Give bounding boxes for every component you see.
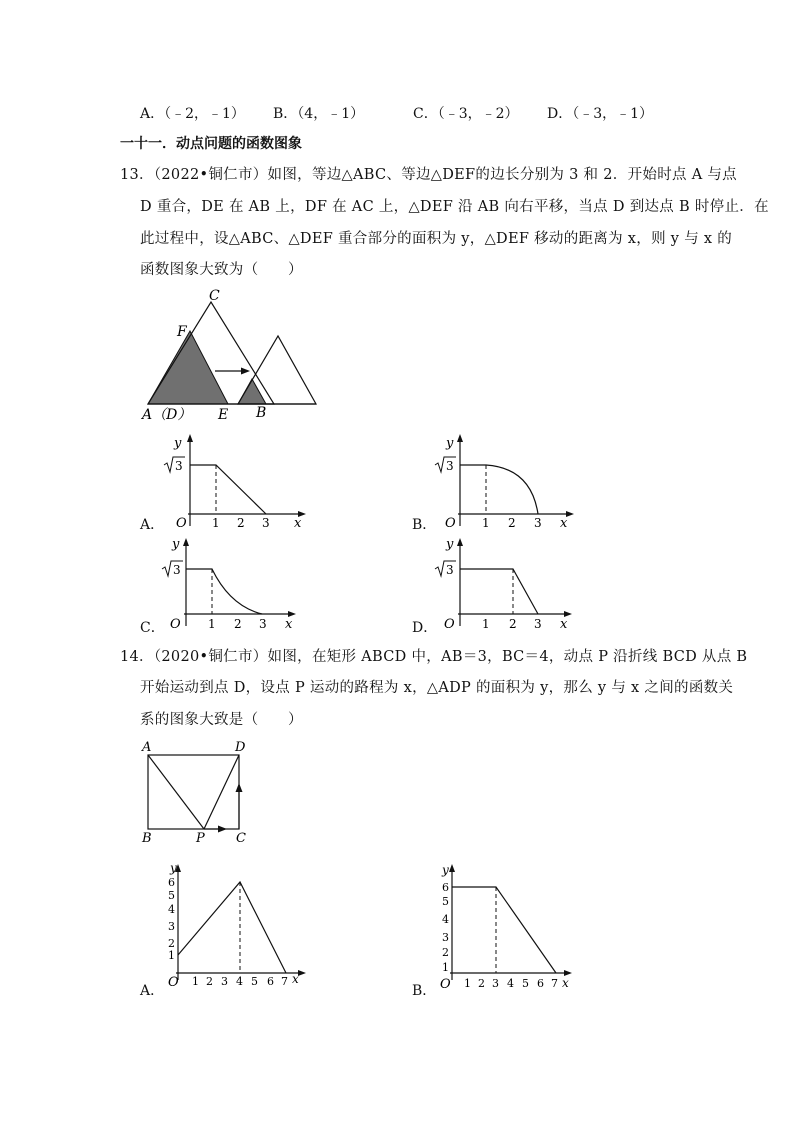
label-b: B bbox=[256, 405, 267, 421]
y-tick-6: 6 bbox=[168, 876, 175, 889]
tick-3: 3 bbox=[534, 617, 542, 631]
q13-option-a-label: A． bbox=[140, 517, 165, 533]
x-label: x bbox=[292, 972, 299, 986]
y-label: y bbox=[174, 436, 182, 451]
label-e: E bbox=[218, 407, 229, 423]
label-p: P bbox=[196, 831, 205, 846]
x-tick-1: 1 bbox=[192, 975, 199, 988]
label-a: A bbox=[142, 740, 152, 755]
y-tick-6: 6 bbox=[442, 881, 449, 894]
q13-option-c-label: C． bbox=[140, 620, 165, 636]
x-tick-5: 5 bbox=[251, 975, 258, 988]
segment-ap bbox=[148, 755, 204, 829]
graph-curve bbox=[190, 465, 266, 514]
tick-2: 2 bbox=[508, 516, 516, 530]
q13-graph-d bbox=[432, 532, 582, 636]
q14-graph-a bbox=[160, 860, 320, 1000]
origin-label: O bbox=[444, 617, 455, 632]
tick-1: 1 bbox=[212, 516, 220, 530]
tick-2: 2 bbox=[509, 617, 517, 631]
y-label: y bbox=[446, 436, 454, 451]
x-tick-4: 4 bbox=[507, 977, 514, 990]
q13-graph-c bbox=[160, 532, 310, 636]
x-tick-5: 5 bbox=[522, 977, 529, 990]
x-tick-3: 3 bbox=[492, 977, 499, 990]
prev-option-b: B．（4，﹣1） bbox=[273, 106, 365, 122]
y-label: y bbox=[172, 537, 180, 552]
section-header bbox=[120, 133, 302, 153]
y-tick-2: 2 bbox=[168, 937, 175, 950]
origin-label: O bbox=[168, 975, 179, 990]
x-label: x bbox=[294, 516, 302, 531]
sqrt3-label: 3 bbox=[175, 459, 183, 473]
x-ticks bbox=[464, 977, 558, 990]
label-c: C bbox=[236, 831, 246, 846]
label-f: F bbox=[177, 324, 187, 340]
origin-label: O bbox=[445, 516, 456, 531]
y-tick-4: 4 bbox=[168, 903, 175, 916]
y-tick-1: 1 bbox=[442, 961, 449, 974]
q14-line-3: 系的图象大致是（ ） bbox=[140, 712, 303, 728]
q13-graph-a bbox=[160, 428, 310, 532]
y-ticks bbox=[168, 876, 175, 962]
q13-triangle-figure bbox=[140, 286, 325, 424]
y-label: y bbox=[170, 861, 177, 875]
tick-3: 3 bbox=[534, 516, 542, 530]
x-label: x bbox=[285, 617, 293, 632]
sqrt3-label: 3 bbox=[173, 563, 181, 577]
x-label: x bbox=[560, 516, 568, 531]
prev-option-a: A．（﹣2，﹣1） bbox=[140, 106, 245, 122]
y-tick-3: 3 bbox=[442, 931, 449, 944]
q13-graph-b bbox=[432, 428, 582, 532]
label-c: C bbox=[209, 288, 220, 304]
y-axis-arrow bbox=[457, 434, 463, 442]
y-label: y bbox=[442, 863, 449, 877]
y-axis-arrow bbox=[187, 434, 193, 442]
label-d: D bbox=[235, 740, 246, 755]
tick-1: 1 bbox=[482, 617, 490, 631]
y-ticks bbox=[442, 881, 449, 974]
origin-label: O bbox=[440, 977, 451, 992]
x-label: x bbox=[562, 976, 569, 990]
tick-3: 3 bbox=[259, 617, 267, 631]
arrowhead-bc bbox=[218, 826, 227, 833]
origin-label: O bbox=[170, 617, 181, 632]
y-axis-arrow bbox=[449, 864, 455, 872]
q13-line-1: 13．（2022•铜仁市）如图，等边△ABC、等边△DEF的边长分别为 3 和 2．开始时点 A 与点 bbox=[120, 167, 737, 183]
graph-curve bbox=[452, 887, 556, 973]
origin-label: O bbox=[176, 516, 187, 531]
q13-line-2: D 重合，DE 在 AB 上，DF 在 AC 上，△DEF 沿 AB 向右平移，当点 D 到达点 B 时停止．在 bbox=[140, 199, 769, 215]
x-tick-2: 2 bbox=[478, 977, 485, 990]
tick-2: 2 bbox=[234, 617, 242, 631]
y-tick-1: 1 bbox=[168, 949, 175, 962]
x-axis-arrow bbox=[298, 970, 306, 976]
graph-curve bbox=[186, 569, 262, 614]
y-axis-arrow bbox=[183, 538, 189, 546]
graph-curve bbox=[460, 569, 538, 614]
q14-rectangle-figure bbox=[138, 738, 258, 848]
graph-curve bbox=[178, 882, 286, 973]
q13-line-3: 此过程中，设△ABC、△DEF 重合部分的面积为 y，△DEF 移动的距离为 x，则 y 与 x 的 bbox=[140, 231, 733, 247]
tick-1: 1 bbox=[482, 516, 490, 530]
segment-dp bbox=[204, 755, 239, 829]
x-tick-3: 3 bbox=[221, 975, 228, 988]
y-axis-arrow bbox=[457, 538, 463, 546]
q14-option-a-label: A． bbox=[140, 983, 165, 999]
arrowhead-cd bbox=[236, 783, 243, 792]
sqrt3-label: 3 bbox=[446, 563, 454, 577]
x-tick-1: 1 bbox=[464, 977, 471, 990]
tick-2: 2 bbox=[237, 516, 245, 530]
section-number: 一十一 bbox=[120, 136, 162, 152]
q13-option-b-label: B． bbox=[412, 517, 437, 533]
q14-line-1: 14．（2020•铜仁市）如图，在矩形 ABCD 中，AB＝3，BC＝4，动点 P 沿折线 BCD 从点 B bbox=[120, 649, 748, 665]
x-tick-7: 7 bbox=[281, 975, 288, 988]
q13-option-d-label: D． bbox=[412, 620, 438, 636]
label-ad: A（D） bbox=[142, 407, 192, 423]
x-tick-6: 6 bbox=[537, 977, 544, 990]
tick-1: 1 bbox=[208, 617, 216, 631]
q14-graph-b bbox=[430, 860, 590, 1000]
prev-option-c: C．（﹣3，﹣2） bbox=[413, 106, 519, 122]
y-label: y bbox=[446, 537, 454, 552]
y-tick-5: 5 bbox=[442, 895, 449, 908]
graph-curve bbox=[460, 465, 538, 514]
prev-option-d: D．（﹣3，﹣1） bbox=[547, 106, 654, 122]
q13-line-4: 函数图象大致为（ ） bbox=[140, 262, 303, 278]
x-tick-7: 7 bbox=[551, 977, 558, 990]
y-tick-5: 5 bbox=[168, 889, 175, 902]
label-b: B bbox=[142, 831, 152, 846]
y-tick-3: 3 bbox=[168, 920, 175, 933]
q14-line-2: 开始运动到点 D，设点 P 运动的路程为 x，△ADP 的面积为 y，那么 y 与 x 之间的函数关 bbox=[140, 680, 734, 696]
overlap-shaded bbox=[238, 379, 266, 404]
q14-option-b-label: B． bbox=[412, 983, 437, 999]
tick-3: 3 bbox=[262, 516, 270, 530]
y-tick-2: 2 bbox=[442, 946, 449, 959]
x-ticks bbox=[192, 975, 288, 988]
sqrt3-label: 3 bbox=[446, 459, 454, 473]
move-arrowhead bbox=[241, 368, 250, 375]
x-tick-6: 6 bbox=[267, 975, 274, 988]
y-tick-4: 4 bbox=[442, 913, 449, 926]
rectangle-abcd bbox=[148, 755, 239, 829]
x-label: x bbox=[560, 617, 568, 632]
section-title: ．动点问题的函数图象 bbox=[162, 136, 302, 152]
triangle-def-shaded bbox=[148, 331, 228, 404]
x-tick-2: 2 bbox=[206, 975, 213, 988]
x-tick-4: 4 bbox=[236, 975, 243, 988]
